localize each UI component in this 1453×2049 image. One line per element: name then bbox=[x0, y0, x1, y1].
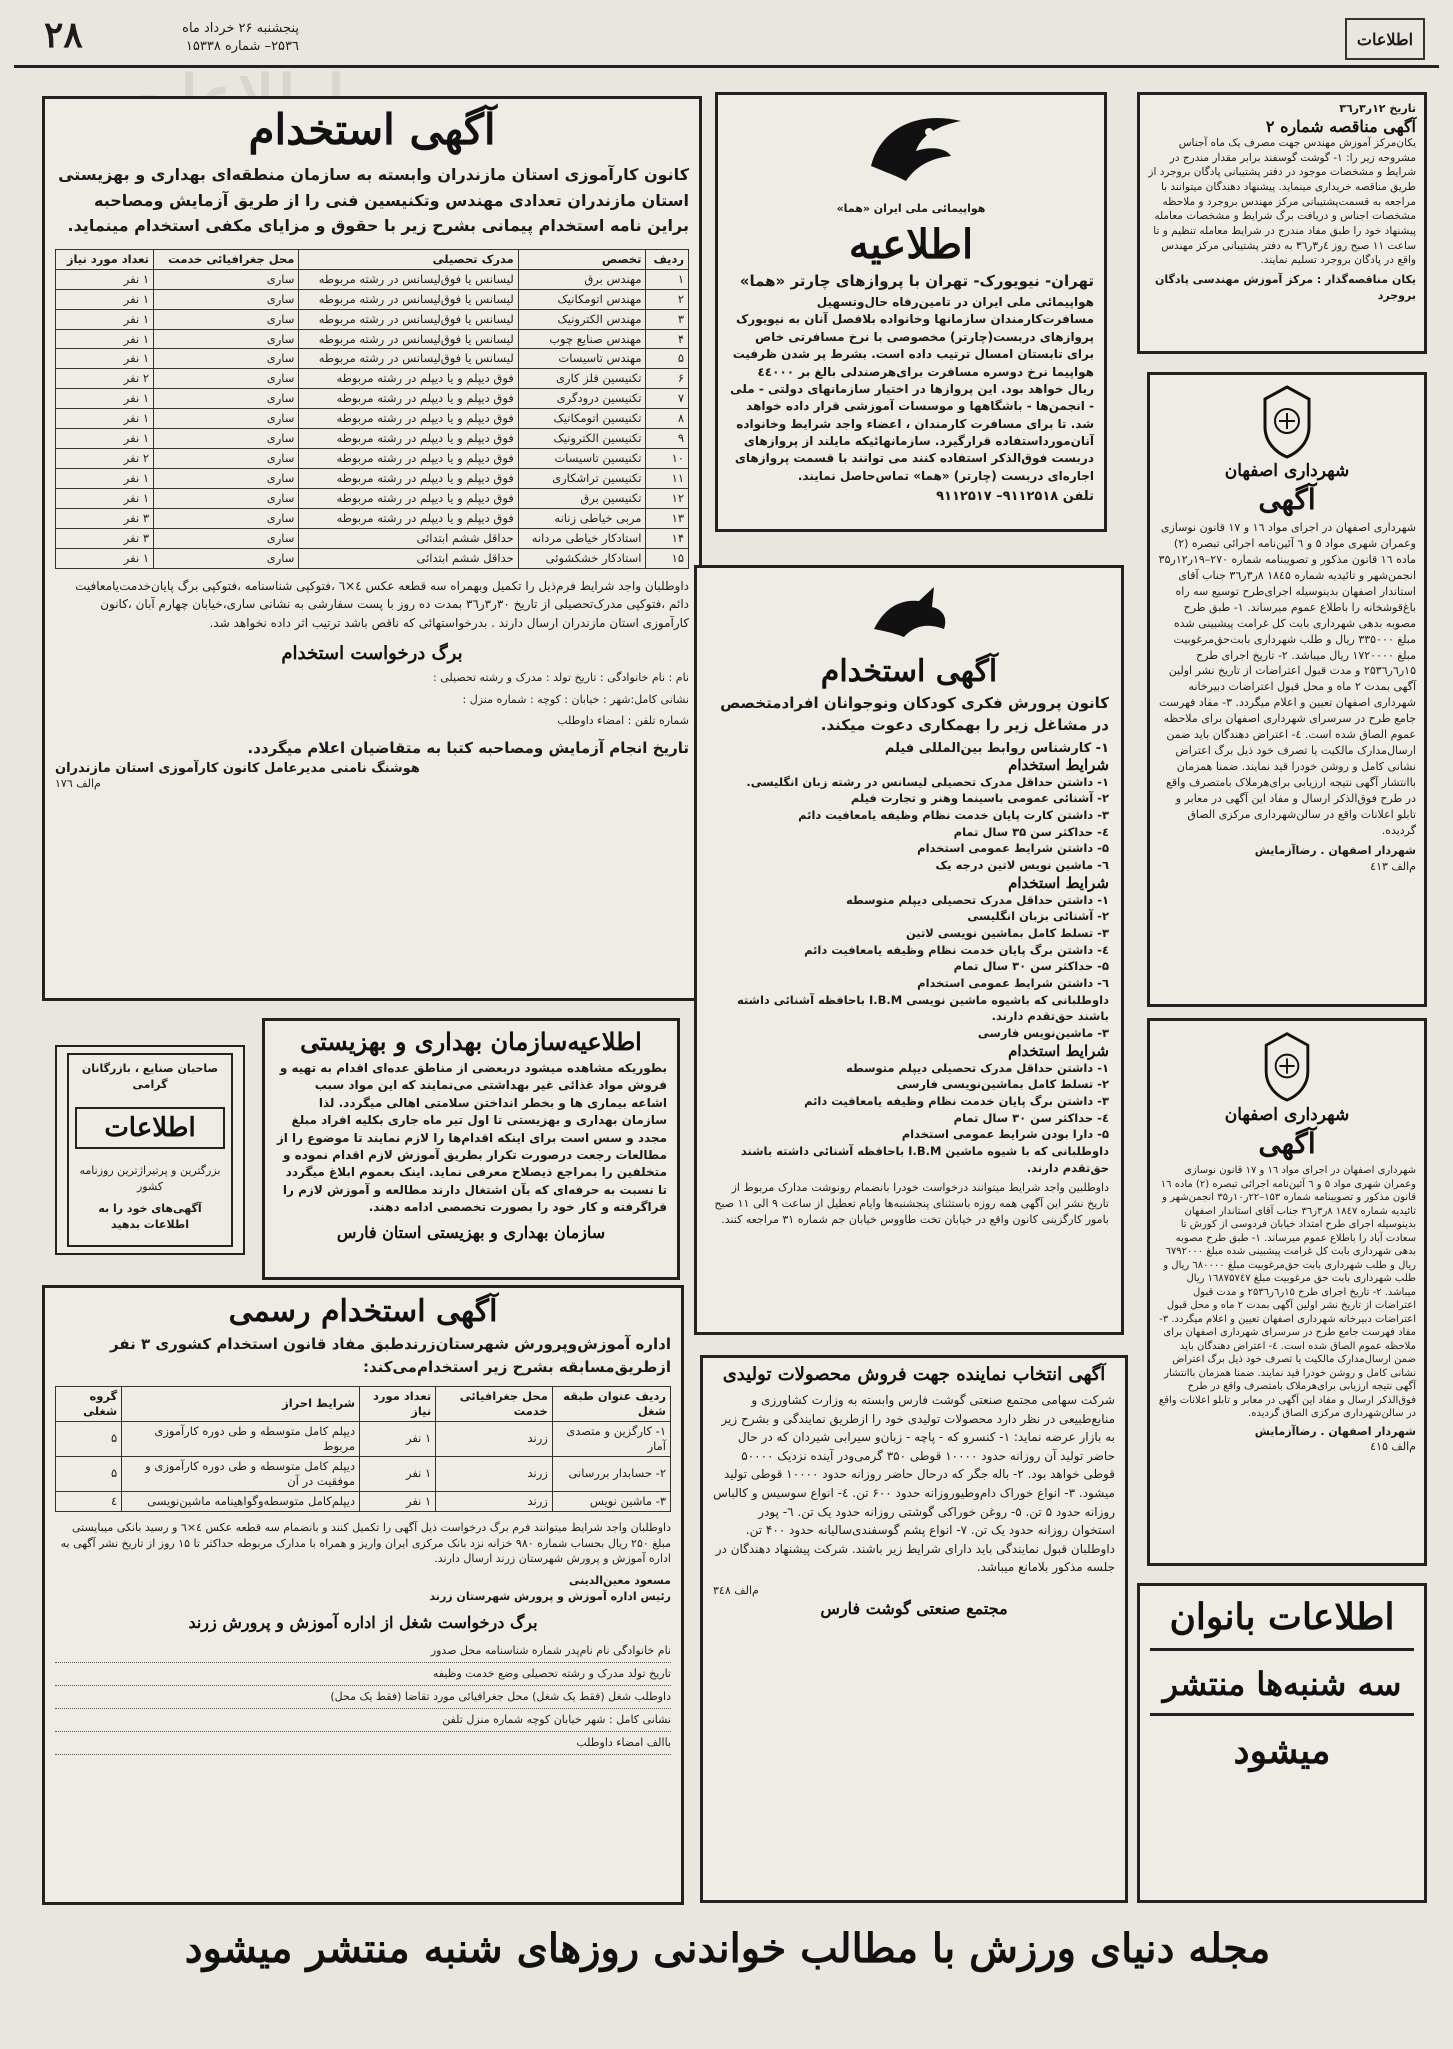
banovan-line-1: اطلاعات بانوان bbox=[1150, 1596, 1414, 1651]
list-item: ۲- آشنائی بزبان انگلیسی bbox=[967, 909, 1109, 924]
zarand-cell: زرند bbox=[436, 1491, 553, 1511]
kanoon-sec3-title: شرایط استخدام bbox=[1008, 1041, 1109, 1060]
kanoon-sec3-list bbox=[709, 1060, 1109, 1177]
positions-cell: ساری bbox=[154, 329, 299, 349]
masthead bbox=[14, 10, 1439, 68]
zarand-conditions: داوطلبان واجد شرایط میتوانند فرم برگ درخواست ذیل آگهی را تکمیل کنند و بانضمام سه قطعه عکس ٤×٦ و رسید بانکی میبایستی مبلغ ۲۵۰ ریال بحساب شماره ۹۸۰ خزانه نزد بانک مرکزی ایران واریز و همراه با مدارک مربوطه حداکثر تا ۱۵ روز از تاریخ نشر آگهی به اداره آموزش و پرورش شهرستان زرند ارسال دارند. bbox=[60, 1520, 671, 1566]
list-item: ۳- تسلط کامل بماشین نویسی لاتین bbox=[905, 925, 1109, 940]
positions-row bbox=[56, 449, 689, 469]
ettelaat-promo-inner bbox=[67, 1053, 233, 1247]
zarand-cell: ۱ نفر bbox=[360, 1456, 436, 1491]
list-item: داوطلبانی که باشیوه ماشین نویسی I.B.M باحافظه آشنائی داشته باشند حق‌تقدم دارند. bbox=[736, 992, 1109, 1024]
banovan-line-3: میشود bbox=[1233, 1730, 1331, 1772]
positions-cell: ۱۳ bbox=[646, 508, 689, 528]
positions-cell: ۴ bbox=[646, 329, 689, 349]
zarand-cell: ۱ نفر bbox=[360, 1491, 436, 1511]
kanoon-sec2-title: شرایط استخدام bbox=[1008, 873, 1109, 892]
positions-cell: ۱ نفر bbox=[56, 389, 154, 409]
signature: هوشنگ نامنی مدیرعامل کانون کارآموزی استان مازندران bbox=[55, 761, 420, 777]
ad-title: آگهی استخدام bbox=[248, 105, 496, 154]
isfahan-signature-1: شهردار اصفهان . رضاآزمایش bbox=[1254, 843, 1416, 857]
zarand-cell: ۵ bbox=[56, 1421, 122, 1456]
list-item: ۱- داشتن حداقل مدرک تحصیلی لیسانس در رشته زبان انگلیسی. bbox=[746, 774, 1109, 789]
zarand-col-header: گروه شغلی bbox=[56, 1387, 122, 1422]
zarand-title: آگهی استخدام رسمی bbox=[228, 1294, 498, 1329]
positions-cell: ۵ bbox=[646, 349, 689, 369]
kanoon-employment-ad bbox=[694, 565, 1124, 1335]
form-line-1: نام : نام خانوادگی : تاریخ تولد : مدرک و رشته تحصیلی : bbox=[433, 670, 689, 684]
zarand-signature-name: مسعود معین‌الدینی bbox=[569, 1574, 671, 1588]
homa-charter-ad bbox=[715, 92, 1107, 532]
positions-cell: فوق دیپلم و یا دیپلم در رشته مربوطه bbox=[299, 429, 518, 449]
kanoon-bird-icon bbox=[864, 579, 954, 649]
zarand-row bbox=[56, 1491, 671, 1511]
positions-cell: فوق دیپلم و یا دیپلم در رشته مربوطه bbox=[299, 369, 518, 389]
zarand-employment-ad bbox=[42, 1285, 684, 1905]
list-item: ۳- ماشین‌نویس فارسی bbox=[977, 1025, 1109, 1040]
zarand-row bbox=[56, 1456, 671, 1491]
positions-cell: استادکار خشکشوئی bbox=[518, 548, 646, 568]
positions-cell: ۱۵ bbox=[646, 548, 689, 568]
isfahan-emblem-2 bbox=[1158, 1027, 1416, 1105]
positions-cell: ۸ bbox=[646, 409, 689, 429]
zarand-cell: ۲- حسابدار بررسانی bbox=[552, 1456, 670, 1491]
positions-row bbox=[56, 269, 689, 289]
list-item: ٤- حداکثر سن ۳۵ سال تمام bbox=[953, 824, 1109, 839]
ad-code: م‌الف ۱۷٦ bbox=[55, 777, 101, 791]
kanoon-title: آگهی استخدام bbox=[820, 654, 998, 689]
isfahan-title-2: آگهی bbox=[1258, 1127, 1316, 1160]
positions-cell: ۱ نفر bbox=[56, 548, 154, 568]
positions-cell: فوق دیپلم و یا دیپلم در رشته مربوطه bbox=[299, 489, 518, 509]
positions-cell: تکنیسین الکترونیک bbox=[518, 429, 646, 449]
municipality-emblem-icon bbox=[1257, 383, 1317, 459]
form-line-2: نشانی کامل:شهر : خیابان : کوچه : شماره منزل : bbox=[462, 692, 689, 706]
isfahan-signature-2: شهردار اصفهان . رضاآزمایش bbox=[1254, 1424, 1416, 1438]
list-item: داوطلبانی که با شیوه ماشین I.B.M باحافظه آشنائی داشته باشند حق‌تقدم دارند. bbox=[740, 1143, 1109, 1175]
isfahan-municipality-ad-1 bbox=[1147, 372, 1427, 1007]
zarand-form bbox=[55, 1640, 671, 1755]
zarand-col-header: ردیف عنوان طبقه شغل bbox=[552, 1387, 670, 1422]
positions-row bbox=[56, 548, 689, 568]
positions-col-header: محل جغرافیائی خدمت bbox=[154, 249, 299, 269]
list-item: ۳- داشتن برگ پایان خدمت نظام وظیفه یامعافیت دائم bbox=[804, 1093, 1109, 1108]
positions-col-header: تخصص bbox=[518, 249, 646, 269]
positions-cell: ۱ نفر bbox=[56, 429, 154, 449]
positions-cell: تکنیسین تاسیسات bbox=[518, 449, 646, 469]
form-row: باالف امضاء داوطلب bbox=[55, 1732, 671, 1755]
zarand-cell: ٤ bbox=[56, 1491, 122, 1511]
positions-cell: فوق دیپلم و یا دیپلم در رشته مربوطه bbox=[299, 469, 518, 489]
positions-cell: تکنیسین برق bbox=[518, 489, 646, 509]
positions-cell: فوق دیپلم و یا دیپلم در رشته مربوطه bbox=[299, 508, 518, 528]
form-row: تاریخ تولد مدرک و رشته تحصیلی وضع خدمت وظیفه bbox=[55, 1663, 671, 1686]
positions-cell: فوق دیپلم و یا دیپلم در رشته مربوطه bbox=[299, 409, 518, 429]
goosht-title: آگهی انتخاب نماینده جهت فروش محصولات تولیدی bbox=[722, 1364, 1106, 1385]
positions-cell: تکنیسین درودگری bbox=[518, 389, 646, 409]
list-item: ۱- داشتن حداقل مدرک تحصیلی دیپلم متوسطه bbox=[846, 892, 1109, 907]
positions-cell: فوق دیپلم و یا دیپلم در رشته مربوطه bbox=[299, 449, 518, 469]
positions-cell: ۱ نفر bbox=[56, 329, 154, 349]
positions-cell: ساری bbox=[154, 429, 299, 449]
positions-row bbox=[56, 389, 689, 409]
positions-cell: ۲ نفر bbox=[56, 369, 154, 389]
positions-cell: ۱۲ bbox=[646, 489, 689, 509]
form-row: داوطلب شغل (فقط یک شغل) محل جغرافیائی مورد تقاضا (فقط یک محل) bbox=[55, 1686, 671, 1709]
zarand-cell: دیپلم کامل متوسطه و طی دوره کارآموزی و موفقیت در آن bbox=[122, 1456, 360, 1491]
positions-cell: ۱۰ bbox=[646, 449, 689, 469]
positions-cell: ۱۴ bbox=[646, 528, 689, 548]
positions-cell: ساری bbox=[154, 528, 299, 548]
tender-ad-borujerd bbox=[1137, 92, 1427, 354]
positions-cell: ۱ نفر bbox=[56, 409, 154, 429]
homa-body: هواپیمائی ملی ایران در تامین‌رفاه حال‌وتسهیل مسافرت‌کارمندان سازمانها وخانواده بلافصل آنان به نیویورک پروازهای دربست(چارتر) مخصوصی با نرخ مسافرتی خاص برای تابستان امسال ترتیب داده است. بشرط پر شدن ظرفیت هواپیما نرخ دوسره مسافرت برای‌هرصندلی بالغ بر ٤٤٠٠٠ ریال خواهد بود. این پروازها در اختیار سازمانهای دولتی - ملی - انجمن‌ها - باشگاهها و موسسات آموزشی قرار داده خواهد شد. تا برای مسافرت کارمندان ، اعضاء واجد شرایط وخانواده آنان‌مورداستفاده قرارگیرد. سازمانهائیکه مایلند از پروازهای دربست فوق‌الذکر استفاده کنند می توانند با قسمت پرواز‌های اجاره‌ای دربست (چارتر) «هما» تماس‌حاصل نمایند. bbox=[730, 294, 1094, 483]
goosht-fars-ad bbox=[700, 1355, 1128, 1903]
positions-col-header: ردیف bbox=[646, 249, 689, 269]
positions-row bbox=[56, 329, 689, 349]
application-conditions: داوطلبان واجد شرایط فرم‌ذیل را تکمیل وبهمراه سه قطعه عکس ٤×٦ ،فتوکپی شناسنامه ،فتوکپی برگ پایان‌خدمت‌یامعافیت دائم ،فتوکپی مدرک‌تحصیلی از تاریخ ۳۰ر۳ر۳٦ بمدت ده روز با پست سفارشی به نشانی ساری،خیابان چهارم آبان ،کانون کارآموزی استان مازندران ارسال دارند . بدرخواستهائی که ناقص باشد ترتیب اثر داده نخواهد شد. bbox=[75, 578, 689, 630]
positions-cell: حداقل ششم ابتدائی bbox=[299, 548, 518, 568]
issue-text: ۲۵۳٦– شماره ۱۵۳۳۸ bbox=[185, 39, 299, 55]
list-item: ۵- دارا بودن شرایط عمومی استخدام bbox=[901, 1127, 1109, 1142]
isfahan-body-1: شهرداری اصفهان در اجرای مواد ۱٦ و ۱۷ قانون نوسازی وعمران شهری مواد ۵ و ٦ آئین‌نامه اجرائی تبصره (۲) ماده ۱٦ قانون مذکور و تصویبنامه شماره ۲۷۰–۱۹ر۱۲ر۳۵ انجمن‌شهر و تائیدیه شماره ۱۸٤۵ ۸ر۳ر۳٦ جناب آقای استاندار اصفهان بدینوسیله اجرای‌طرح توسیع سه راه باغ‌قوشخانه را باطلاع عموم میرساند. ۱- طبق طرح مصوبه بدهی شهرداری بابت کل غرامت پیشبینی شده مبلغ ۳۳۵۰۰۰ ریال و طلب شهرداری بابت‌حق‌مرغوبیت مبلغ ۱۷۲۰۰۰۰ ریال میباشد. ۲- تاریخ اجرای طرح ۱۵ر٦ر۲۵۳٦ و مدت قبول اعتراضات از تاریخ نشر اولین آگهی بمدت ۲ ماه و محل قبول اعتراضات دبیرخانه شهرداری اصفهان تعیین و اعلام میگردد. ۳- مفاد فهرست جامع طرح در سرسرای شهرداری اصفهان برای ملاحظه عموم الصاق شده است. ٤- اعتراض دهندگان باید ضمن ارسال‌مدارک مالکیت یا تصرف خود ذیل برگ اعتراض نشانی کامل و روشن خودرا قید نمایند. ضمنا همزمان باانتشار آگهی نتیجه ارزیابی برای‌هرملاک بامتصرف واقع در طرح فوق‌الذکر ارسال و مفاد این آگهی در معابر و تابلو اعلانات واقع در سالن‌شهرداری مرکزی الصاق گردیده. bbox=[1158, 521, 1416, 837]
form-row: نشانی کامل : شهر خیابان کوچه شماره منزل تلفن bbox=[55, 1709, 671, 1732]
kanoon-sec1-title: شرایط استخدام bbox=[1008, 755, 1109, 774]
page-number: ۲۸ bbox=[44, 14, 83, 56]
positions-row bbox=[56, 369, 689, 389]
homa-subtitle: تهران- نیویورک- تهران با پروازهای چارتر «هما» bbox=[739, 271, 1094, 290]
list-item: ٦- داشتن شرایط عمومی استخدام bbox=[917, 975, 1109, 990]
isfahan-body-2: شهرداری اصفهان در اجرای مواد ۱٦ و ۱۷ قانون نوسازی وعمران شهری مواد ۵ و ٦ آئین‌نامه اجرائی تبصره (۲) ماده ۱٦ قانون مذکور و تصویبنامه شماره ۱۵۳–۲۲ر۱۰ر۳۵ انجمن‌شهر و تائیدیه شماره ۱۸٤۷ ۸ر۳ر۳٦ جناب آقای استاندار اصفهان بدینوسیله اجرای طرح امتداد خیابان فردوسی از کورش تا سعادت آباد را باطلاع عموم میرساند. ۱- طبق طرح مصوبه بدهی شهرداری بابت کل غرامت پیشبینی شده مبلغ ٦٧٩٢٠٠٠ ریال و طلب شهرداری بابت حق‌مرغوبیت مبلغ ٦٨٠٠٠٠ ریال و طلب شهرداری بابت حق مرغوبیت مبلغ ۱٦۸۷۵۷٤٧ ریال میباشد. ۲- تاریخ اجرای طرح ۱۵ر٦ر۲۵۳٦ و مدت قبول اعتراضات از تاریخ نشر اولین آگهی بمدت ۲ ماه و محل قبول اعتراضات دبیرخانه شهرداری اصفهان تعیین و اعلام میگردد. ۳- مفاد فهرست جامع طرح در سرسرای شهرداری اصفهان برای ملاحظه عموم الصاق شده است. ٤- اعتراض دهندگان باید ضمن ارسال‌مدارک مالکیت یا تصرف خود ذیل برگ اعتراض نشانی کامل و روشن خودرا قید نمایند. ضمنا همزمان باانتشار آگهی نتیجه ارزیابی برای‌هرملاک بامتصرف واقع در طرح فوق‌الذکر ارسال و مفاد این آگهی در معابر و تابلو اعلانات واقع در سالن‌شهرداری مرکزی الصاق گردیده. bbox=[1158, 1165, 1416, 1419]
positions-col-header: تعداد مورد نیاز bbox=[56, 249, 154, 269]
list-item: ۵- داشتن شرایط عمومی استخدام bbox=[917, 841, 1109, 856]
ettelaat-line-1: صاحبان صنایع ، بازرگانان گرامی bbox=[81, 1062, 219, 1091]
zarand-cell: ۱ نفر bbox=[360, 1421, 436, 1456]
positions-cell: ساری bbox=[154, 389, 299, 409]
banovan-promo-ad bbox=[1137, 1583, 1427, 1903]
date-text: پنجشنبه ۲۶ خرداد ماه bbox=[182, 21, 299, 36]
positions-cell: ۱ نفر bbox=[56, 289, 154, 309]
zarand-cell: ۱- کارگزین و متصدی آمار bbox=[552, 1421, 670, 1456]
positions-cell: مهندس اتومکانیک bbox=[518, 289, 646, 309]
positions-cell: ساری bbox=[154, 409, 299, 429]
homa-bird-icon bbox=[851, 106, 971, 196]
zarand-cell: ۳- ماشین نویس bbox=[552, 1491, 670, 1511]
positions-cell: حداقل ششم ابتدائی bbox=[299, 528, 518, 548]
kanoon-logo bbox=[709, 574, 1109, 654]
zarand-col-header: محل جغرافیائی خدمت bbox=[436, 1387, 553, 1422]
isfahan-emblem bbox=[1158, 381, 1416, 461]
positions-cell: ۱ bbox=[646, 269, 689, 289]
positions-cell: ۹ bbox=[646, 429, 689, 449]
municipality-emblem-icon bbox=[1258, 1030, 1316, 1102]
positions-cell: مربی خیاطی زنانه bbox=[518, 508, 646, 528]
positions-cell: ساری bbox=[154, 508, 299, 528]
isfahan-municipality-ad-2 bbox=[1147, 1018, 1427, 1566]
tender-body: یکان‌مرکز آموزش مهندس جهت مصرف یک‌ ماه آجناس مشروحه زیر را: ۱- گوشت گوسفند برابر مقدار مندرج در شرایط و مشخصات موجود در دفتر پشتیبانی پادگان بروجرد از طریق مناقصه خریداری مینماید. پیشنهاد دهندگان میتوانند با مراجعه به قسمت‌پشتیبانی مرکز مهندس بروجرد و ملاحظه مشخصات اجناس و دریافت برگ شرایط و مشخصات معامله پیشنهاد خود را طبق مفاد مندرج در شرایط معامله تنظیم و تا ساعت ۱۱ صبح روز ٤ر۳ر۳٦ به دفتر پشتیبانی مرکز مهندس واقع در پادگان بروجرد تسلیم نمایند. bbox=[1148, 136, 1416, 267]
positions-cell: تکنیسین اتومکانیک bbox=[518, 409, 646, 429]
zarand-table bbox=[55, 1386, 671, 1512]
zarand-row bbox=[56, 1421, 671, 1456]
zarand-cell: ۵ bbox=[56, 1456, 122, 1491]
list-item: ٤- داشتن برگ پایان خدمت نظام وظیفه یامعافیت دائم bbox=[804, 942, 1109, 957]
positions-row bbox=[56, 528, 689, 548]
positions-row bbox=[56, 469, 689, 489]
employment-ad-mazandaran bbox=[42, 96, 702, 1001]
positions-cell: ۳ bbox=[646, 309, 689, 329]
positions-cell: ۱ نفر bbox=[56, 349, 154, 369]
positions-cell: مهندس صنایع چوب bbox=[518, 329, 646, 349]
tender-signature: یکان مناقصه‌گذار : مرکز آموزش مهندسی پادگان بروجرد bbox=[1155, 273, 1416, 303]
kanoon-job-1: ۱- کارشناس روابط بین‌المللی فیلم bbox=[884, 740, 1109, 756]
positions-cell: لیسانس یا فوق‌لیسانس در رشته مربوطه bbox=[299, 349, 518, 369]
goosht-code: م‌الف ۳٤۸ bbox=[713, 1583, 759, 1597]
zarand-cell: زرند bbox=[436, 1456, 553, 1491]
positions-cell: ۱ نفر bbox=[56, 269, 154, 289]
positions-col-header: مدرک تحصیلی bbox=[299, 249, 518, 269]
goosht-body: شرکت سهامی مجتمع صنعتی گوشت فارس وابسته به وزارت کشاورزی و منابع‌طبیعی در نظر دارد محصولات تولیدی خود را ازطریق نمایندگی و بشرح زیر به بازار عرضه نماید: ۱- کنسرو که - پاچه - زبان‌و سیرابی شیردان که در حال حاضر تولید آن روزانه حدود ۱۰۰۰۰ قوطی ۳۵۰ گرمی‌ودر آینده نزدیک ۵۰۰۰۰ قوطی خواهد بود. ۲- باله جگر که درحال حاضر روزانه حدود ۱۰۰۰۰ قوطی تولید میشود. ۳- انواع خوراک دام‌وطیوروزانه حدود ۶۰۰ تن. ٤- انواع سوسیس و کالباس روزانه حدود ۵ تن. ۵- روغن خوراکی گوشتی روزانه حدود یک تن. ٦- پودر استخوان روزانه حدود یک تن. ۷- انواع پشم گوسفندی‌سالیانه حدود ۴۰۰ تن. داوطلبان قبول نمایندگی باید دارای شرایط زیر باشند. شرکت پیشنهاد دهندگان در جلسه مذکور بلامانع میباشد. bbox=[713, 1393, 1115, 1575]
zarand-form-title: برگ درخواست شغل از اداره آموزش و پرورش زرند bbox=[188, 1613, 538, 1633]
positions-cell: ساری bbox=[154, 369, 299, 389]
kanoon-intro: کانون پرورش فکری کودکان ونوجوانان افرادمتخصص در مشاغل زیر را بهمکاری دعوت میکند. bbox=[720, 694, 1109, 734]
positions-cell: مهندس الکترونیک bbox=[518, 309, 646, 329]
list-item: ۳- داشتن کارت پایان خدمت نظام وظیفه یامعافیت دائم bbox=[798, 807, 1109, 822]
kanoon-footer: داوطلبین واجد شرایط میتوانند درخواست خودرا بانضمام رونوشت مدارک مربوط از تاریخ نشر این آگهی همه روزه باستثنای پنجشنبه‌ها وایام تعطیل از ساعت ۹ الی ۱۱ صبح بامور کارگزینی کانون واقع در خیابان تخت طاووس خیابان جم شماره ۳۱ مراجعه کنند. bbox=[714, 1181, 1109, 1227]
form-row: نام خانوادگی نام نام‌پدر شماره شناسنامه محل صدور bbox=[55, 1640, 671, 1663]
positions-cell: ۳ نفر bbox=[56, 508, 154, 528]
banovan-line-2: سه شنبه‌ها منتشر bbox=[1150, 1665, 1414, 1716]
positions-cell: ۶ bbox=[646, 369, 689, 389]
homa-logo bbox=[728, 101, 1094, 201]
positions-cell: ۲ bbox=[646, 289, 689, 309]
kanoon-sec1-list bbox=[709, 774, 1109, 874]
positions-cell: فوق دیپلم و یا دیپلم در رشته مربوطه bbox=[299, 389, 518, 409]
positions-row bbox=[56, 409, 689, 429]
kanoon-sec2-list bbox=[709, 892, 1109, 1042]
homa-title: اطلاعیه bbox=[848, 220, 974, 268]
positions-cell: ساری bbox=[154, 289, 299, 309]
positions-cell: ۲ نفر bbox=[56, 449, 154, 469]
homa-phones: تلفن ۹۱۱۲۵۱۸– ۹۱۱۲۵۱۷ bbox=[936, 489, 1094, 505]
positions-cell: ۳ نفر bbox=[56, 528, 154, 548]
isfahan-org-2: شهرداری اصفهان bbox=[1224, 1105, 1350, 1125]
isfahan-title-1: آگهی bbox=[1258, 483, 1316, 516]
list-item: ۱- داشتن حداقل مدرک تحصیلی دیپلم متوسطه bbox=[846, 1060, 1109, 1075]
tender-title: آگهی مناقصه شماره ۲ bbox=[1265, 116, 1416, 136]
positions-cell: ۷ bbox=[646, 389, 689, 409]
positions-row bbox=[56, 349, 689, 369]
ad-intro: کانون کارآموزی استان مازندران وابسته به سازمان منطقه‌ای بهداری و بهزیستی استان مازندران تعدادی مهندس وتکنیسین فنی را از طریق آزمایش ومصاحبه براین نامه استخدام پیمانی بشرح زیر با حقوق و مزایای مکفی استخدام مینماید. bbox=[58, 165, 689, 236]
zarand-col-header: شرایط احراز bbox=[122, 1387, 360, 1422]
positions-cell: ساری bbox=[154, 309, 299, 329]
positions-cell: ساری bbox=[154, 489, 299, 509]
isfahan-code-2: م‌الف ٤۱۵ bbox=[1370, 1440, 1416, 1454]
positions-table bbox=[55, 249, 689, 569]
positions-cell: ساری bbox=[154, 469, 299, 489]
zarand-cell: زرند bbox=[436, 1421, 553, 1456]
goosht-signature: مجتمع صنعتی گوشت فارس bbox=[820, 1598, 1008, 1618]
positions-cell: تکنیسین تراشکاری bbox=[518, 469, 646, 489]
list-item: ٦- ماشین نویس لاتین درجه یک bbox=[935, 857, 1109, 872]
behdari-title: اطلاعیه‌سازمان بهداری و بهزیستی bbox=[300, 1027, 642, 1056]
zarand-cell: دیپلم‌کامل متوسطه‌وگواهینامه ماشین‌نویسی bbox=[122, 1491, 360, 1511]
list-item: ۲- آشنائی عمومی باسینما وهنر و تجارت فیلم bbox=[850, 791, 1109, 806]
positions-row bbox=[56, 309, 689, 329]
positions-cell: ۱۱ bbox=[646, 469, 689, 489]
positions-row bbox=[56, 429, 689, 449]
positions-cell: ساری bbox=[154, 548, 299, 568]
isfahan-code-1: م‌الف ٤۱۳ bbox=[1370, 859, 1416, 873]
behdari-signature: سازمان بهداری و بهزیستی استان فارس bbox=[336, 1222, 606, 1242]
masthead-logo: اطلاعات bbox=[1345, 18, 1425, 60]
homa-logo-caption: هواپیمائی ملی ایران «هما» bbox=[836, 202, 986, 215]
list-item: ۲- تسلط کامل بماشین‌نویسی فارسی bbox=[896, 1077, 1109, 1092]
behdari-notice-ad bbox=[262, 1018, 680, 1280]
zarand-cell: دیپلم کامل متوسطه و طی دوره کارآموزی مربوط bbox=[122, 1421, 360, 1456]
positions-cell: ساری bbox=[154, 269, 299, 289]
positions-cell: ۱ نفر bbox=[56, 309, 154, 329]
positions-cell: مهندس تاسیسات bbox=[518, 349, 646, 369]
isfahan-org-1: شهرداری اصفهان bbox=[1224, 461, 1350, 481]
positions-cell: تکنیسین فلز کاری bbox=[518, 369, 646, 389]
ettelaat-line-3: بزرگترین و پرتیراژترین روزنامه کشور bbox=[79, 1163, 221, 1193]
date-line bbox=[109, 20, 299, 56]
exam-note: تاریخ انجام آزمایش ومصاحبه کتبا به متقاضیان اعلام میگردد. bbox=[247, 739, 689, 758]
positions-row bbox=[56, 289, 689, 309]
zarand-col-header: تعداد مورد نیاز bbox=[360, 1387, 436, 1422]
ettelaat-line-2: اطلاعات bbox=[75, 1107, 225, 1149]
positions-row bbox=[56, 508, 689, 528]
positions-cell: ساری bbox=[154, 349, 299, 369]
positions-cell: لیسانس یا فوق‌لیسانس در رشته مربوطه bbox=[299, 329, 518, 349]
positions-cell: لیسانس یا فوق‌لیسانس در رشته مربوطه bbox=[299, 289, 518, 309]
positions-cell: ساری bbox=[154, 449, 299, 469]
list-item: ۵- حداکثر سن ۳۰ سال تمام bbox=[953, 959, 1109, 974]
list-item: ٤- حداکثر سن ۳۰ سال تمام bbox=[953, 1110, 1109, 1125]
footer-banner: مجله دنیای ورزش با مطالب خواندنی روزهای شنبه منتشر میشود bbox=[184, 1925, 1271, 1972]
positions-row bbox=[56, 489, 689, 509]
positions-cell: ۱ نفر bbox=[56, 489, 154, 509]
tender-date: تاریخ ۱۲ر۳ر۳٦ bbox=[1339, 102, 1416, 115]
positions-cell: مهندس برق bbox=[518, 269, 646, 289]
positions-cell: ۱ نفر bbox=[56, 469, 154, 489]
form-title: برگ درخواست استخدام bbox=[281, 642, 463, 664]
positions-cell: استادکار خیاطی مردانه bbox=[518, 528, 646, 548]
ettelaat-promo-ad bbox=[55, 1045, 245, 1255]
form-line-3: شماره تلفن : امضاء داوطلب bbox=[557, 714, 689, 728]
zarand-signature-title: رئیس اداره آموزش و پرورش شهرستان زرند bbox=[429, 1590, 671, 1604]
positions-cell: لیسانس یا فوق‌لیسانس در رشته مربوطه bbox=[299, 269, 518, 289]
ettelaat-line-4: آگهی‌های خود را به اطلاعات بدهید bbox=[98, 1201, 202, 1231]
zarand-intro: اداره آموزش‌وپرورش شهرستان‌زرندطبق مفاد قانون استخدام کشوری ۳ نفر ازطریق‌مسابقه بشرح زیر استخدام‌می‌کند: bbox=[109, 1335, 671, 1376]
positions-cell: لیسانس یا فوق‌لیسانس در رشته مربوطه bbox=[299, 309, 518, 329]
behdari-body: بطوریکه مشاهده میشود دربعضی از مناطق عده‌ای اقدام به تهیه و فروش مواد غذائی غیر بهداشتی می‌نمایند که این مواد سبب اشاعه بیماری ها و بخطر انداختن سلامتی اهالی میگردد. لذا سازمان بهداری و بهزیستی تا اول تیر ماه جاری بکلیه افراد مبلغ مجدد و سس است برای اینکه اقدام‌ها را لازم نمایند تا موضوع را از مطالعات رجعت درصورت تکرار بطریق آموزش لازم اقدام نموده و متخلفین را بمراجع ذیصلاح معرفی نماید. اینک بعموم ابلاغ میگردد تا نسبت به حرفه‌ای که بآن اشتغال دارند مطالعه و آموزش لازم را فراگرفته و کار خود را بصورت تخصصی ادامه دهند. bbox=[276, 1061, 667, 1215]
